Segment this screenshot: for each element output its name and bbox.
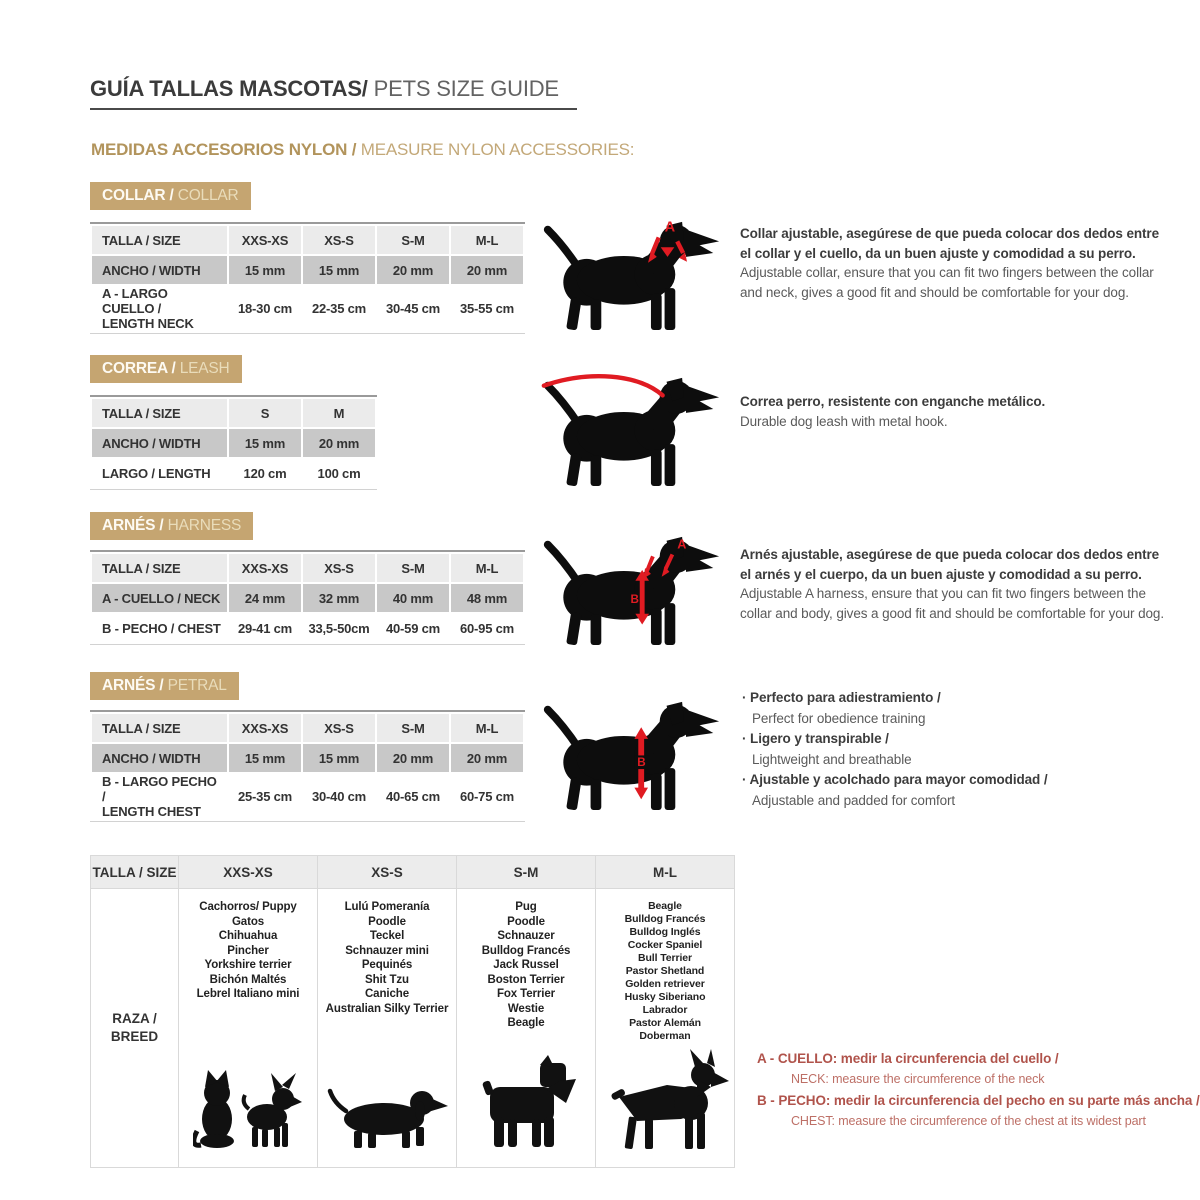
col-header-cell: TALLA / SIZE <box>92 399 227 427</box>
value-cell: 30-40 cm <box>303 774 375 819</box>
value-cell: 35-55 cm <box>451 286 523 331</box>
value-cell: 22-35 cm <box>303 286 375 331</box>
harness-badge-es: ARNÉS / <box>102 517 168 534</box>
page-title-en: PETS SIZE GUIDE <box>367 76 559 101</box>
collar-desc-es: Collar ajustable, asegúrese de que pueda colocar dos dedos entre el collar y el cuello, da un buen ajuste y comodidad a su perro. <box>740 226 1159 261</box>
size-header-cell: S-M <box>377 554 449 582</box>
row-label-cell: ANCHO / WIDTH <box>92 256 227 284</box>
size-header-cell: M-L <box>451 554 523 582</box>
breed-list: Beagle Bulldog Francés Bulldog Inglés Cocker Spaniel Bull Terrier Pastor Shetland Golden retriever Husky Siberiano Labrador Pastor Alemán Doberman <box>624 900 706 1042</box>
leash-description <box>740 392 1172 431</box>
size-header-cell: M-L <box>451 226 523 254</box>
leash-badge <box>90 355 242 383</box>
value-cell: 60-75 cm <box>451 774 523 819</box>
leash-size-table <box>90 395 377 490</box>
size-header-cell: XS-S <box>318 856 457 889</box>
petral-bullet-es: · Perfecto para adiestramiento / <box>742 688 1174 709</box>
value-cell: 48 mm <box>451 584 523 612</box>
petral-bullet-en: Adjustable and padded for comfort <box>752 792 956 808</box>
value-cell: 40 mm <box>377 584 449 612</box>
value-cell: 20 mm <box>451 256 523 284</box>
subtitle-en: MEASURE NYLON ACCESSORIES: <box>360 140 635 159</box>
harness-desc-es: Arnés ajustable, asegúrese de que pueda colocar dos dedos entre el arnés y el cuerpo, da un buen ajuste y comodidad a su perro. <box>740 547 1160 582</box>
size-header-cell: S-M <box>377 226 449 254</box>
petral-b-label: B <box>637 756 646 770</box>
table-row <box>92 554 523 582</box>
collar-size-table <box>90 222 525 334</box>
harness-b-label: B <box>630 593 639 607</box>
doberman-silhouette-icon <box>597 1049 733 1158</box>
collar-badge-es: COLLAR / <box>102 187 178 204</box>
harness-badge-en: HARNESS <box>167 517 242 534</box>
petral-bullet-en: Lightweight and breathable <box>752 751 912 767</box>
table-row <box>92 584 523 612</box>
table-row <box>91 856 735 889</box>
table-row <box>92 226 523 254</box>
measuring-notes <box>757 1048 1200 1132</box>
table-row <box>92 459 375 487</box>
value-cell: 18-30 cm <box>229 286 301 331</box>
dog-collar-figure <box>538 212 723 334</box>
dog-petral-figure <box>538 692 723 814</box>
value-cell: 20 mm <box>451 744 523 772</box>
size-header-cell: S-M <box>457 856 596 889</box>
value-cell: 25-35 cm <box>229 774 301 819</box>
size-header-cell: XXS-XS <box>229 714 301 742</box>
value-cell: 15 mm <box>229 429 301 457</box>
row-label-cell: A - CUELLO / NECK <box>92 584 227 612</box>
leash-badge-en: LEASH <box>179 360 230 377</box>
petral-badge <box>90 672 239 700</box>
col-header-cell: TALLA / SIZE <box>92 554 227 582</box>
value-cell: 20 mm <box>377 744 449 772</box>
leash-badge-es: CORREA / <box>102 360 180 377</box>
collar-a-label: A <box>664 219 676 236</box>
col-header-cell: TALLA / SIZE <box>91 856 179 889</box>
size-header-cell: XXS-XS <box>229 554 301 582</box>
breed-row-label: RAZA / BREED <box>91 889 179 1168</box>
petral-badge-es: ARNÉS / <box>102 677 168 694</box>
table-row <box>92 614 523 642</box>
breed-list: Cachorros/ Puppy Gatos Chihuahua Pincher Yorkshire terrier Bichón Maltés Lebrel Italiano mini <box>196 901 300 1000</box>
value-cell: 120 cm <box>229 459 301 487</box>
breed-size-table <box>90 855 735 1168</box>
collar-badge <box>90 182 251 210</box>
petral-size-table <box>90 710 525 822</box>
schnauzer-silhouette-icon <box>458 1055 594 1158</box>
row-label-cell: ANCHO / WIDTH <box>92 429 227 457</box>
dog-petral-silhouette-icon <box>538 692 723 814</box>
value-cell: 60-95 cm <box>451 614 523 642</box>
size-header-cell: XXS-XS <box>229 226 301 254</box>
leash-desc-es: Correa perro, resistente con enganche metálico. <box>740 394 1046 409</box>
size-header-cell: M-L <box>451 714 523 742</box>
note-a-en: NECK: measure the circumference of the neck <box>791 1072 1045 1086</box>
breed-list: Lulú Pomeranía Poodle Teckel Schnauzer mini Pequinés Shit Tzu Caniche Australian Silky Terrier <box>325 901 449 1015</box>
note-a-es: A - CUELLO: medir la circunferencia del cuello / <box>757 1051 1059 1066</box>
harness-size-table <box>90 550 525 645</box>
harness-a-label: A <box>677 537 687 552</box>
table-row <box>92 256 523 284</box>
table-row <box>92 429 375 457</box>
size-header-cell: M-L <box>596 856 735 889</box>
value-cell: 24 mm <box>229 584 301 612</box>
table-row <box>92 744 523 772</box>
dog-collar-silhouette-icon <box>538 212 723 334</box>
size-header-cell: XS-S <box>303 226 375 254</box>
breed-column-xs-s <box>318 889 457 1168</box>
row-label-cell: A - LARGO CUELLO / LENGTH NECK <box>92 286 227 331</box>
row-label-cell: B - PECHO / CHEST <box>92 614 227 642</box>
value-cell: 40-65 cm <box>377 774 449 819</box>
dog-harness-silhouette-icon <box>538 527 723 649</box>
table-row <box>92 286 523 331</box>
harness-badge <box>90 512 253 540</box>
collar-badge-en: COLLAR <box>177 187 239 204</box>
size-header-cell: XXS-XS <box>179 856 318 889</box>
size-header-cell: XS-S <box>303 714 375 742</box>
value-cell: 15 mm <box>229 256 301 284</box>
value-cell: 33,5-50cm <box>303 614 375 642</box>
breed-column-s-m <box>457 889 596 1168</box>
size-header-cell: S-M <box>377 714 449 742</box>
value-cell: 15 mm <box>303 256 375 284</box>
value-cell: 40-59 cm <box>377 614 449 642</box>
breed-list: Pug Poodle Schnauzer Bulldog Francés Jack Russel Boston Terrier Fox Terrier Westie Beagle <box>481 901 571 1029</box>
note-b-es: B - PECHO: medir la circunferencia del pecho en su parte más ancha / <box>757 1093 1200 1108</box>
table-row <box>92 774 523 819</box>
subtitle-es: MEDIDAS ACCESORIOS NYLON / <box>91 140 361 159</box>
table-row <box>92 714 523 742</box>
size-header-cell: S <box>229 399 301 427</box>
petral-bullet-en: Perfect for obedience training <box>752 710 926 726</box>
row-label-cell: B - LARGO PECHO / LENGTH CHEST <box>92 774 227 819</box>
page-title <box>90 76 577 110</box>
value-cell: 20 mm <box>303 429 375 457</box>
petral-badge-en: PETRAL <box>167 677 227 694</box>
value-cell: 15 mm <box>229 744 301 772</box>
size-header-cell: M <box>303 399 375 427</box>
dog-leash-figure <box>538 368 723 490</box>
col-header-cell: TALLA / SIZE <box>92 226 227 254</box>
petral-bullet-es: · Ajustable y acolchado para mayor comodidad / <box>742 770 1174 791</box>
value-cell: 29-41 cm <box>229 614 301 642</box>
value-cell: 100 cm <box>303 459 375 487</box>
page-title-es: GUÍA TALLAS MASCOTAS/ <box>90 76 368 101</box>
petral-feature-list <box>742 688 1174 811</box>
dog-leash-silhouette-icon <box>538 368 723 490</box>
note-b-en: CHEST: measure the circumference of the chest at its widest part <box>791 1114 1146 1128</box>
value-cell: 20 mm <box>377 256 449 284</box>
harness-desc-en: Adjustable A harness, ensure that you can fit two fingers between the collar and body, gives a good fit and should be comfortable for your dog. <box>740 586 1164 621</box>
cat-and-chihuahua-silhouette-icon <box>180 1061 316 1158</box>
value-cell: 32 mm <box>303 584 375 612</box>
value-cell: 15 mm <box>303 744 375 772</box>
collar-desc-en: Adjustable collar, ensure that you can fit two fingers between the collar and neck, gives a good fit and should be comfortable for your dog. <box>740 265 1154 300</box>
petral-bullet-es: · Ligero y transpirable / <box>742 729 1174 750</box>
table-row <box>91 889 735 1168</box>
harness-description <box>740 545 1172 623</box>
col-header-cell: TALLA / SIZE <box>92 714 227 742</box>
collar-description <box>740 224 1172 302</box>
dog-harness-figure <box>538 527 723 649</box>
leash-desc-en: Durable dog leash with metal hook. <box>740 413 948 429</box>
table-row <box>92 399 375 427</box>
value-cell: 30-45 cm <box>377 286 449 331</box>
breed-column-m-l <box>596 889 735 1168</box>
section-subtitle <box>91 140 634 160</box>
breed-column-xxs-xs <box>179 889 318 1168</box>
row-label-cell: LARGO / LENGTH <box>92 459 227 487</box>
row-label-cell: ANCHO / WIDTH <box>92 744 227 772</box>
dachshund-silhouette-icon <box>319 1067 455 1158</box>
size-header-cell: XS-S <box>303 554 375 582</box>
